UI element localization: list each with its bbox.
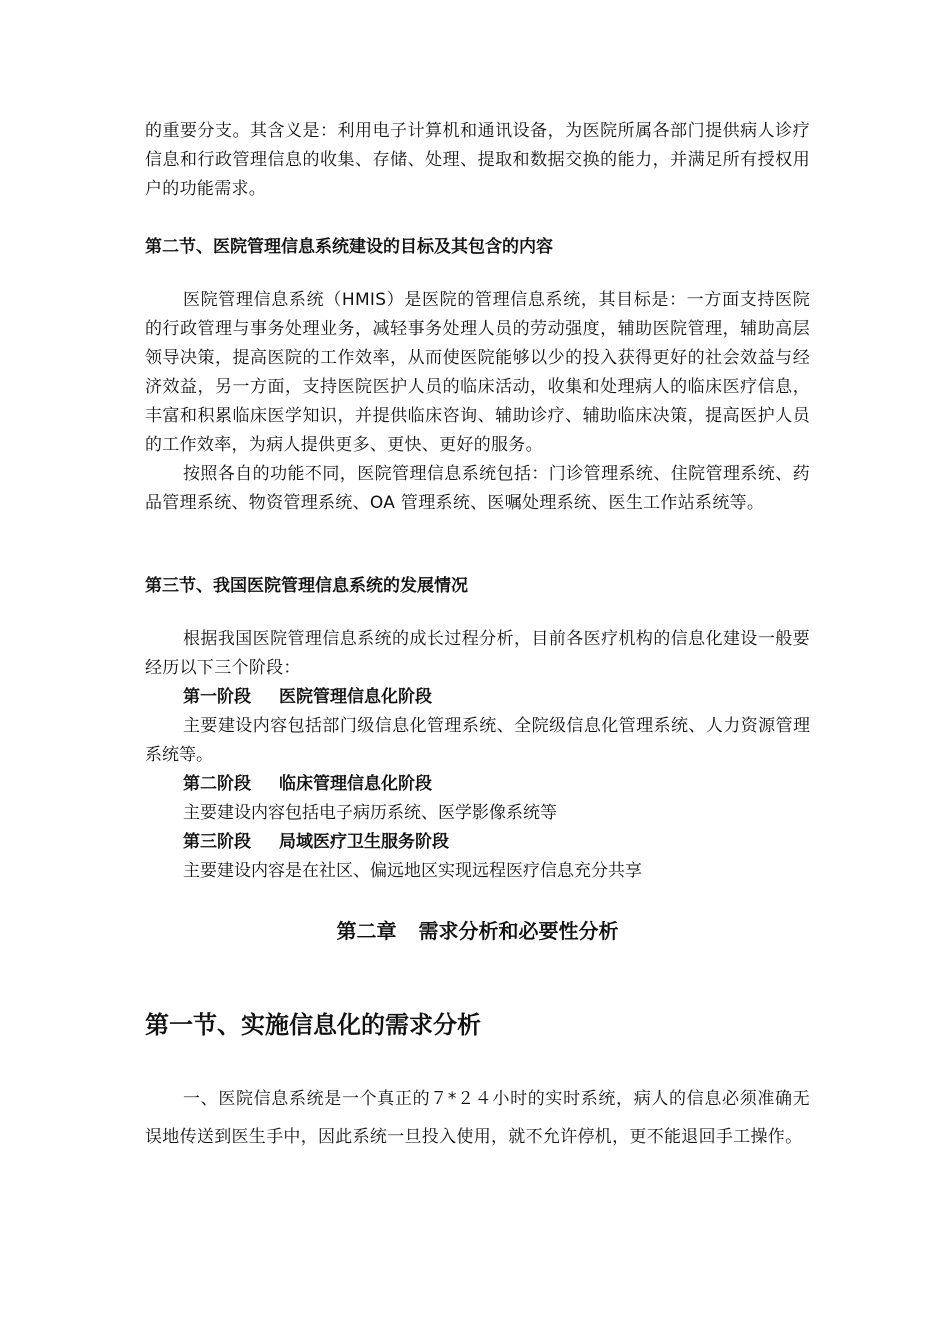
stage-1-name: 医院管理信息化阶段 [279, 687, 432, 707]
stage-3-name: 局域医疗卫生服务阶段 [279, 832, 449, 852]
chapter2-section1-heading: 第一节、实施信息化的需求分析 [145, 1011, 481, 1039]
section2-heading: 第二节、医院管理信息系统建设的目标及其包含的内容 [145, 237, 553, 257]
stage-2-label: 第二阶段 [183, 774, 251, 794]
intro-paragraph: 的重要分支。其含义是：利用电子计算机和通讯设备，为医院所属各部门提供病人诊疗信息和行政管理信息的收集、存储、处理、提取和数据交换的能力，并满足所有授权用户的功能需求。 [145, 121, 810, 199]
stage-1-title [145, 683, 810, 712]
chapter2-title [145, 915, 810, 944]
section3-heading: 第三节、我国医院管理信息系统的发展情况 [145, 576, 468, 596]
section2-body [145, 286, 810, 518]
stage-3-content: 主要建设内容是在社区、偏远地区实现远程医疗信息充分共享 [183, 861, 642, 881]
stage-3-label: 第三阶段 [183, 832, 251, 852]
stage-2-name: 临床管理信息化阶段 [279, 774, 432, 794]
stage-1-content: 主要建设内容包括部门级信息化管理系统、全院级信息化管理系统、人力资源管理系统等。 [145, 716, 810, 765]
stage-2-title [145, 770, 810, 799]
section3-paragraph: 根据我国医院管理信息系统的成长过程分析，目前各医疗机构的信息化建设一般要经历以下三个阶段： [145, 629, 810, 678]
section2-paragraph1: 医院管理信息系统（HMIS）是医院的管理信息系统，其目标是：一方面支持医院的行政管理与事务处理业务，减轻事务处理人员的劳动强度，辅助医院管理，辅助高层领导决策，提高医院的工作效率，从而使医院能够以少的投入获得更好的社会效益与经济效益，另一方面，支持医院医护人员的临床活动，收集和处理病人的临床医疗信息，丰富和积累临床医学知识，并提供临床咨询、辅助诊疗、辅助临床决策，提高医护人员的工作效率，为病人提供更多、更快、更好的服务。 [145, 290, 810, 455]
intro-block [145, 117, 810, 204]
chapter2-name: 需求分析和必要性分析 [418, 919, 619, 943]
section2-paragraph2: 按照各自的功能不同，医院管理信息系统包括：门诊管理系统、住院管理系统、药品管理系统、物资管理系统、OA 管理系统、医嘱处理系统、医生工作站系统等。 [145, 464, 810, 513]
stage-2-content: 主要建设内容包括电子病历系统、医学影像系统等 [183, 803, 557, 823]
section3-body [145, 625, 810, 886]
chapter2-section1-body [145, 1080, 810, 1156]
chapter2-section1-paragraph: 一、医院信息系统是一个真正的７*２４小时的实时系统，病人的信息必须准确无误地传送到医生手中，因此系统一旦投入使用，就不允许停机，更不能退回手工操作。 [145, 1089, 810, 1147]
chapter2-label: 第二章 [336, 919, 397, 943]
stage-1-label: 第一阶段 [183, 687, 251, 707]
stage-3-title [145, 828, 810, 857]
